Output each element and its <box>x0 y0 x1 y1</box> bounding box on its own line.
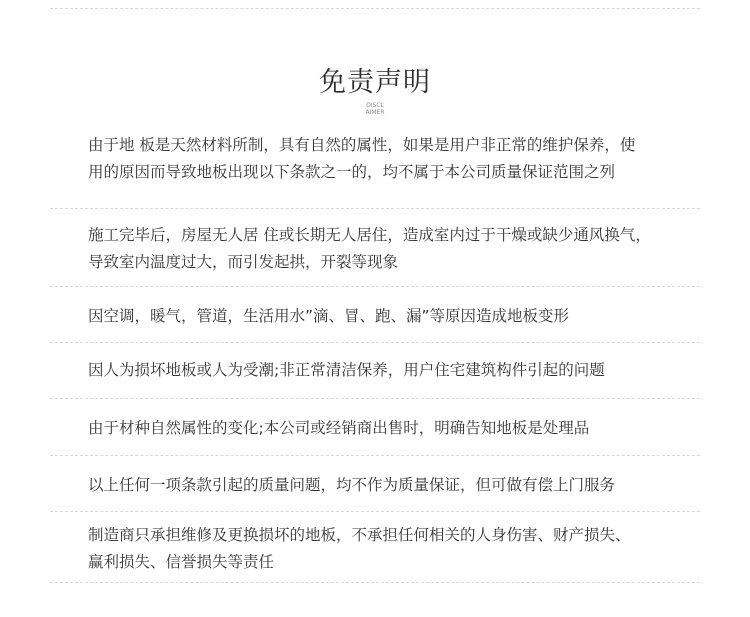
disclaimer-line: 由于地 板是天然材料所制，具有自然的属性，如果是用户非正常的维护保养，使 <box>88 136 636 154</box>
disclaimer-item <box>88 303 708 330</box>
top-divider <box>50 8 700 9</box>
disclaimer-line: 因空调，暖气，管道，生活用水”滴、冒、跑、漏”等原因造成地板变形 <box>88 307 570 325</box>
subtitle-line: AIMER <box>365 109 385 116</box>
divider <box>50 511 700 512</box>
disclaimer-line: 导致室内温度过大，而引发起拱，开裂等现象 <box>88 253 399 271</box>
page-title: 免责声明 <box>319 67 431 98</box>
disclaimer-item <box>88 472 708 499</box>
divider <box>50 208 700 209</box>
disclaimer-item <box>88 415 708 442</box>
disclaimer-item <box>88 222 708 276</box>
disclaimer-line: 制造商只承担维修及更换损坏的地板，不承担任何相关的人身伤害、财产损失、 <box>88 526 631 544</box>
disclaimer-item <box>88 132 708 186</box>
disclaimer-item <box>88 522 708 576</box>
disclaimer-line: 施工完毕后，房屋无人居 住或长期无人居住，造成室内过于干燥或缺少通风换气， <box>88 226 651 244</box>
disclaimer-item <box>88 357 708 384</box>
divider <box>50 342 700 343</box>
page-subtitle <box>345 102 405 116</box>
disclaimer-line: 由于材种自然属性的变化;本公司或经销商出售时，明确告知地板是处理品 <box>88 419 590 437</box>
divider <box>50 455 700 456</box>
subtitle-line: DISCL <box>366 102 384 109</box>
divider <box>50 398 700 399</box>
divider <box>50 286 700 287</box>
title-block <box>0 66 750 116</box>
divider <box>50 582 700 583</box>
disclaimer-line: 赢利损失、信誉损失等责任 <box>88 553 275 571</box>
disclaimer-line: 用的原因而导致地板出现以下条款之一的，均不属于本公司质量保证范围之列 <box>88 163 616 181</box>
disclaimer-line: 因人为损坏地板或人为受潮;非正常清洁保养，用户住宅建筑构件引起的问题 <box>88 361 605 379</box>
disclaimer-line: 以上任何一项条款引起的质量问题，均不作为质量保证，但可做有偿上门服务 <box>88 476 616 494</box>
